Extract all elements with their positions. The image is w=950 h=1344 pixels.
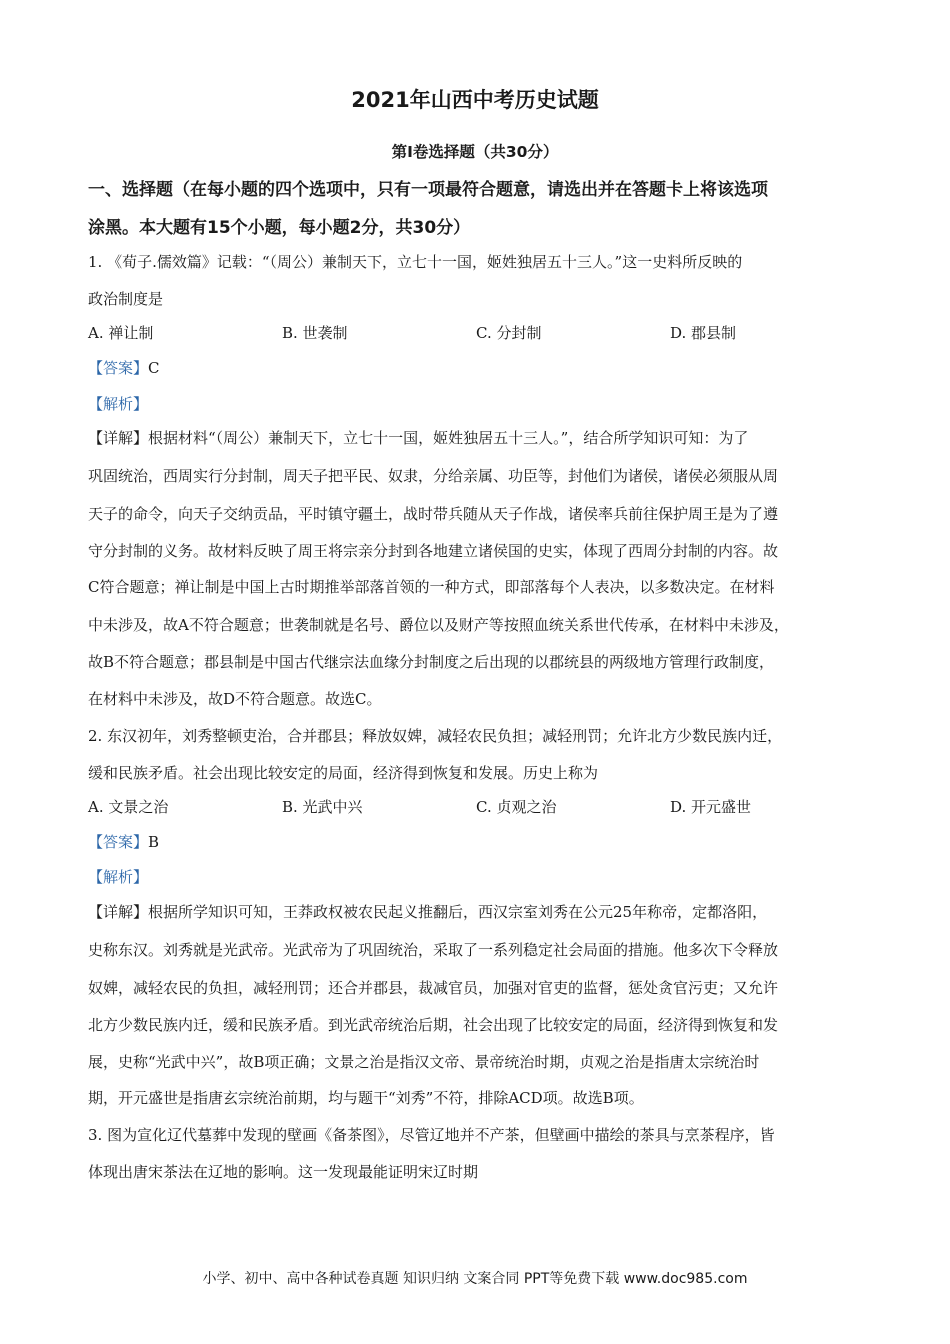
q3-stem-line-1: 3. 图为宣化辽代墓葬中发现的壁画《备茶图》，尽管辽地并不产茶，但壁画中描绘的茶具与烹茶程序，皆 (88, 1126, 775, 1144)
q1-option-b: B. 世袭制 (282, 324, 348, 342)
detail-tag: 【详解】 (88, 903, 149, 921)
q2-option-d: D. 开元盛世 (670, 798, 752, 816)
detail-text: 根据所学知识可知，王莽政权被农民起义推翻后，西汉宗室刘秀在公元25年称帝，定都洛阳， (148, 903, 768, 921)
analysis-tag: 【解析】 (88, 868, 149, 886)
q3-stem-line-2: 体现出唐宋茶法在辽地的影响。这一发现最能证明宋辽时期 (88, 1163, 479, 1181)
q1-detail-line-4: 守分封制的义务。故材料反映了周王将宗亲分封到各地建立诸侯国的史实，体现了西周分封制的内容。故 (88, 542, 779, 560)
q2-detail-line-1 (88, 901, 767, 922)
q2-stem-line-1: 2. 东汉初年，刘秀整顿吏治，合并郡县；释放奴婢，减轻农民负担；减轻刑罚；允许北方少数民族内迁， (88, 727, 783, 745)
q2-analysis (88, 866, 148, 887)
q2-answer (88, 831, 159, 852)
q1-answer (88, 357, 160, 378)
q2-stem-line-2: 缓和民族矛盾。社会出现比较安定的局面，经济得到恢复和发展。历史上称为 (88, 764, 599, 782)
q1-option-a: A. 禅让制 (88, 324, 154, 342)
q1-detail-line-7: 故B不符合题意；郡县制是中国古代继宗法血缘分封制度之后出现的以郡统县的两级地方管理行政制度， (88, 653, 775, 671)
answer-value: C (148, 359, 160, 377)
section-instructions-line-1: 一、选择题（在每小题的四个选项中，只有一项最符合题意，请选出并在答题卡上将该选项 (88, 180, 768, 200)
q1-detail-line-6: 中未涉及，故A不符合题意；世袭制就是名号、爵位以及财产等按照血统关系世代传承，在材料中未涉及， (88, 616, 789, 634)
q1-detail-line-8: 在材料中未涉及，故D不符合题意。故选C。 (88, 690, 382, 708)
q1-detail-line-3: 天子的命令，向天子交纳贡品，平时镇守疆土，战时带兵随从天子作战，诸侯率兵前往保护周王是为了遵 (88, 505, 779, 523)
q1-detail-line-1 (88, 427, 748, 448)
q1-option-c: C. 分封制 (476, 324, 542, 342)
q2-option-b: B. 光武中兴 (282, 798, 363, 816)
detail-text: 根据材料“（周公）兼制天下，立七十一国，姬姓独居五十三人。”，结合所学知识可知：为了 (148, 429, 749, 447)
answer-tag: 【答案】 (88, 359, 149, 377)
q2-option-a: A. 文景之治 (88, 798, 169, 816)
q2-detail-line-2: 史称东汉。刘秀就是光武帝。光武帝为了巩固统治，采取了一系列稳定社会局面的措施。他多次下令释放 (88, 941, 779, 959)
section-instructions-line-2: 涂黑。本大题有15个小题，每小题2分，共30分） (88, 218, 471, 238)
q2-detail-line-3: 奴婢，减轻农民的负担，减轻刑罚；还合并郡县，裁减官员，加强对官吏的监督，惩处贪官污吏；又允许 (88, 979, 779, 997)
analysis-tag: 【解析】 (88, 395, 149, 413)
q1-detail-line-5: C符合题意；禅让制是中国上古时期推举部落首领的一种方式，即部落每个人表决，以多数决定。在材料 (88, 578, 775, 596)
q2-detail-line-5: 展，史称“光武中兴”，故B项正确；文景之治是指汉文帝、景帝统治时期，贞观之治是指唐太宗统治时 (88, 1053, 760, 1071)
q1-stem-line-2: 政治制度是 (88, 290, 164, 308)
answer-value: B (148, 833, 160, 851)
answer-tag: 【答案】 (88, 833, 149, 851)
q1-analysis (88, 393, 148, 414)
q2-detail-line-4: 北方少数民族内迁，缓和民族矛盾。到光武帝统治后期，社会出现了比较安定的局面，经济得到恢复和发 (88, 1016, 779, 1034)
q1-option-d: D. 郡县制 (670, 324, 737, 342)
q2-detail-line-6: 期，开元盛世是指唐玄宗统治前期，均与题干“刘秀”不符，排除ACD项。故选B项。 (88, 1089, 644, 1107)
part-heading: 第Ⅰ卷选择题（共30分） (391, 143, 559, 161)
q2-option-c: C. 贞观之治 (476, 798, 557, 816)
q1-detail-line-2: 巩固统治，西周实行分封制，周天子把平民、奴隶，分给亲属、功臣等，封他们为诸侯，诸侯必须服从周 (88, 467, 779, 485)
detail-tag: 【详解】 (88, 429, 149, 447)
page-title: 2021年山西中考历史试题 (351, 88, 599, 112)
q1-stem-line-1: 1. 《荀子.儒效篇》记载：“（周公）兼制天下，立七十一国，姬姓独居五十三人。”这一史料所反映的 (88, 253, 743, 271)
footer-banner: 小学、初中、高中各种试卷真题 知识归纳 文案合同 PPT等免费下载 www.doc985.com (202, 1271, 748, 1287)
